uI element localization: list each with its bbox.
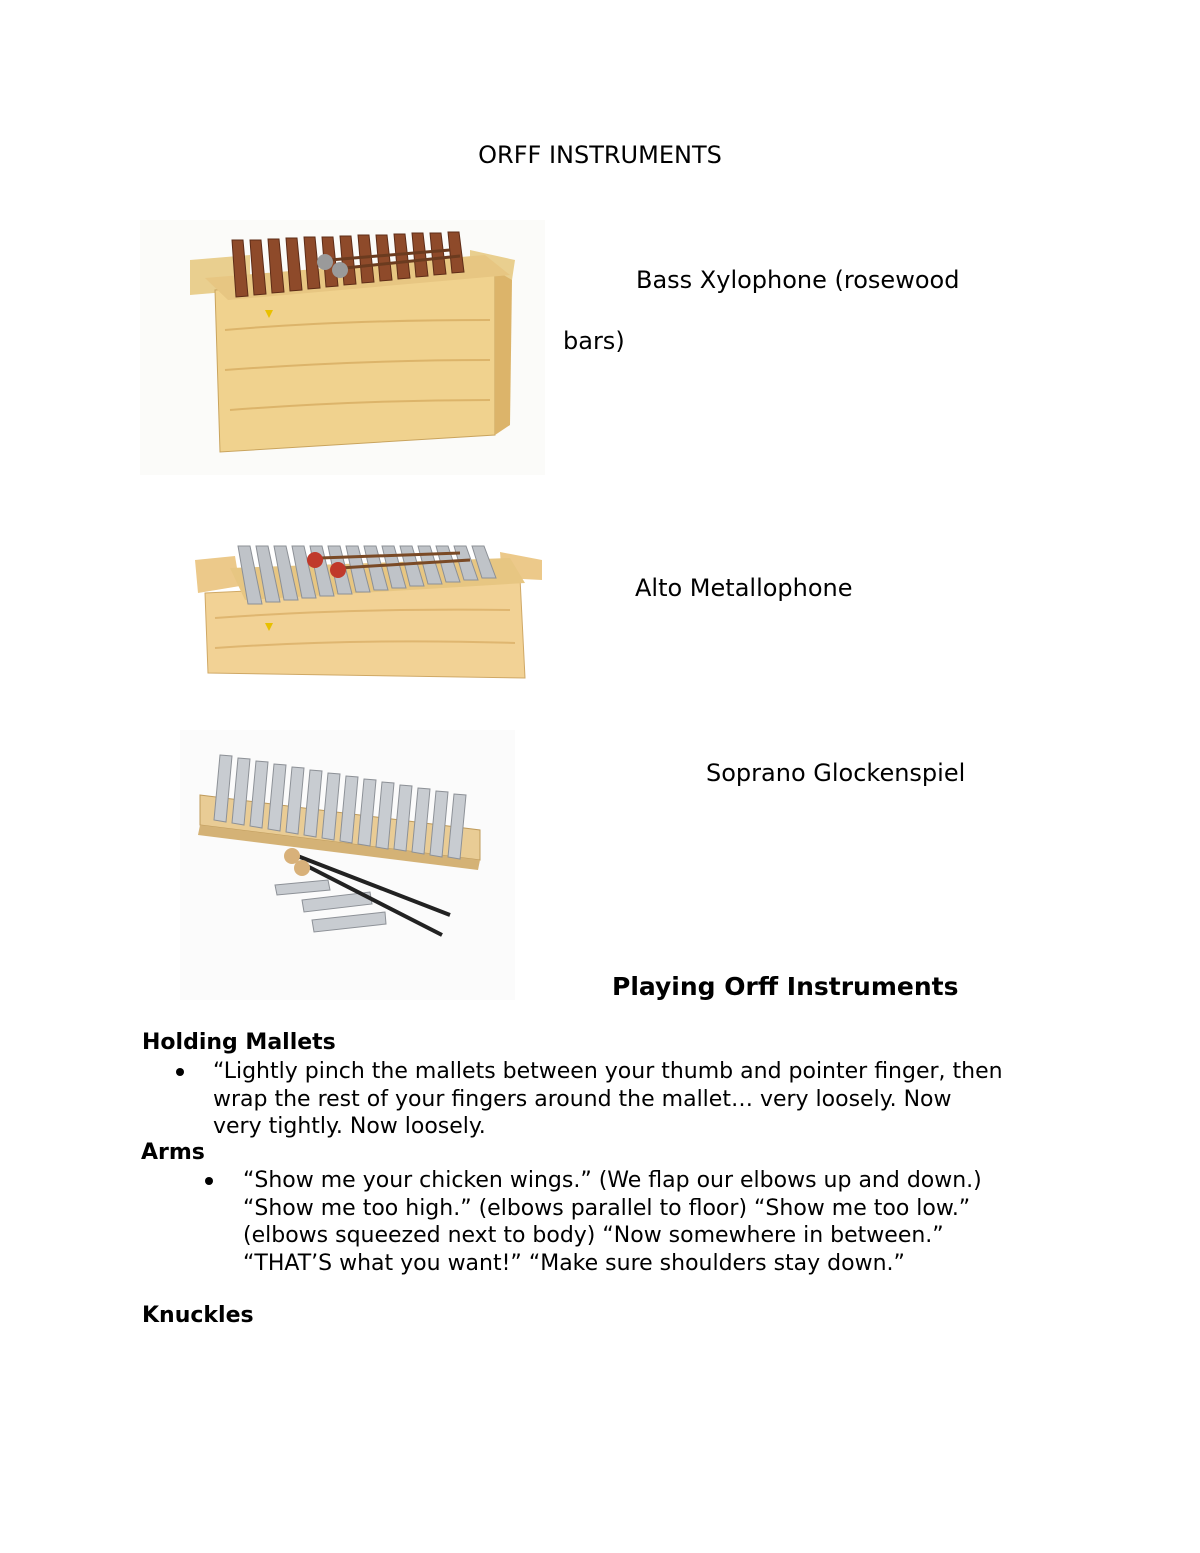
arms-text (243, 1167, 1143, 1277)
alto-metallophone-caption: Alto Metallophone (635, 574, 853, 602)
soprano-glockenspiel-image (180, 730, 515, 1000)
arms-heading: Arms (141, 1140, 205, 1165)
soprano-glockenspiel-caption: Soprano Glockenspiel (706, 759, 966, 787)
bass-xylophone-caption-line1: Bass Xylophone (rosewood (636, 266, 960, 294)
bass-xylophone-caption-line2: bars) (563, 327, 625, 355)
alto-metallophone-image (190, 538, 550, 688)
text-line: wrap the rest of your fingers around the mallet… very loosely. Now (213, 1086, 952, 1112)
page-title: ORFF INSTRUMENTS (478, 141, 722, 169)
text-line: “Lightly pinch the mallets between your thumb and pointer finger, then (213, 1059, 1003, 1084)
text-line: “THAT’S what you want!” “Make sure shoulders stay down.” (243, 1250, 905, 1276)
text-line: very tightly. Now loosely. (213, 1114, 486, 1139)
text-line: (elbows squeezed next to body) “Now somewhere in between.” (243, 1223, 944, 1248)
text-line: “Show me your chicken wings.” (We flap our elbows up and down.) (243, 1168, 982, 1193)
holding-mallets-text (213, 1058, 1113, 1141)
bass-xylophone-image (140, 220, 545, 475)
bullet-icon (205, 1177, 213, 1185)
holding-mallets-heading: Holding Mallets (142, 1030, 336, 1055)
knuckles-heading: Knuckles (142, 1303, 254, 1328)
bullet-icon (176, 1068, 184, 1076)
text-line: “Show me too high.” (elbows parallel to floor) “Show me too low.” (243, 1195, 971, 1221)
playing-heading: Playing Orff Instruments (612, 972, 959, 1001)
